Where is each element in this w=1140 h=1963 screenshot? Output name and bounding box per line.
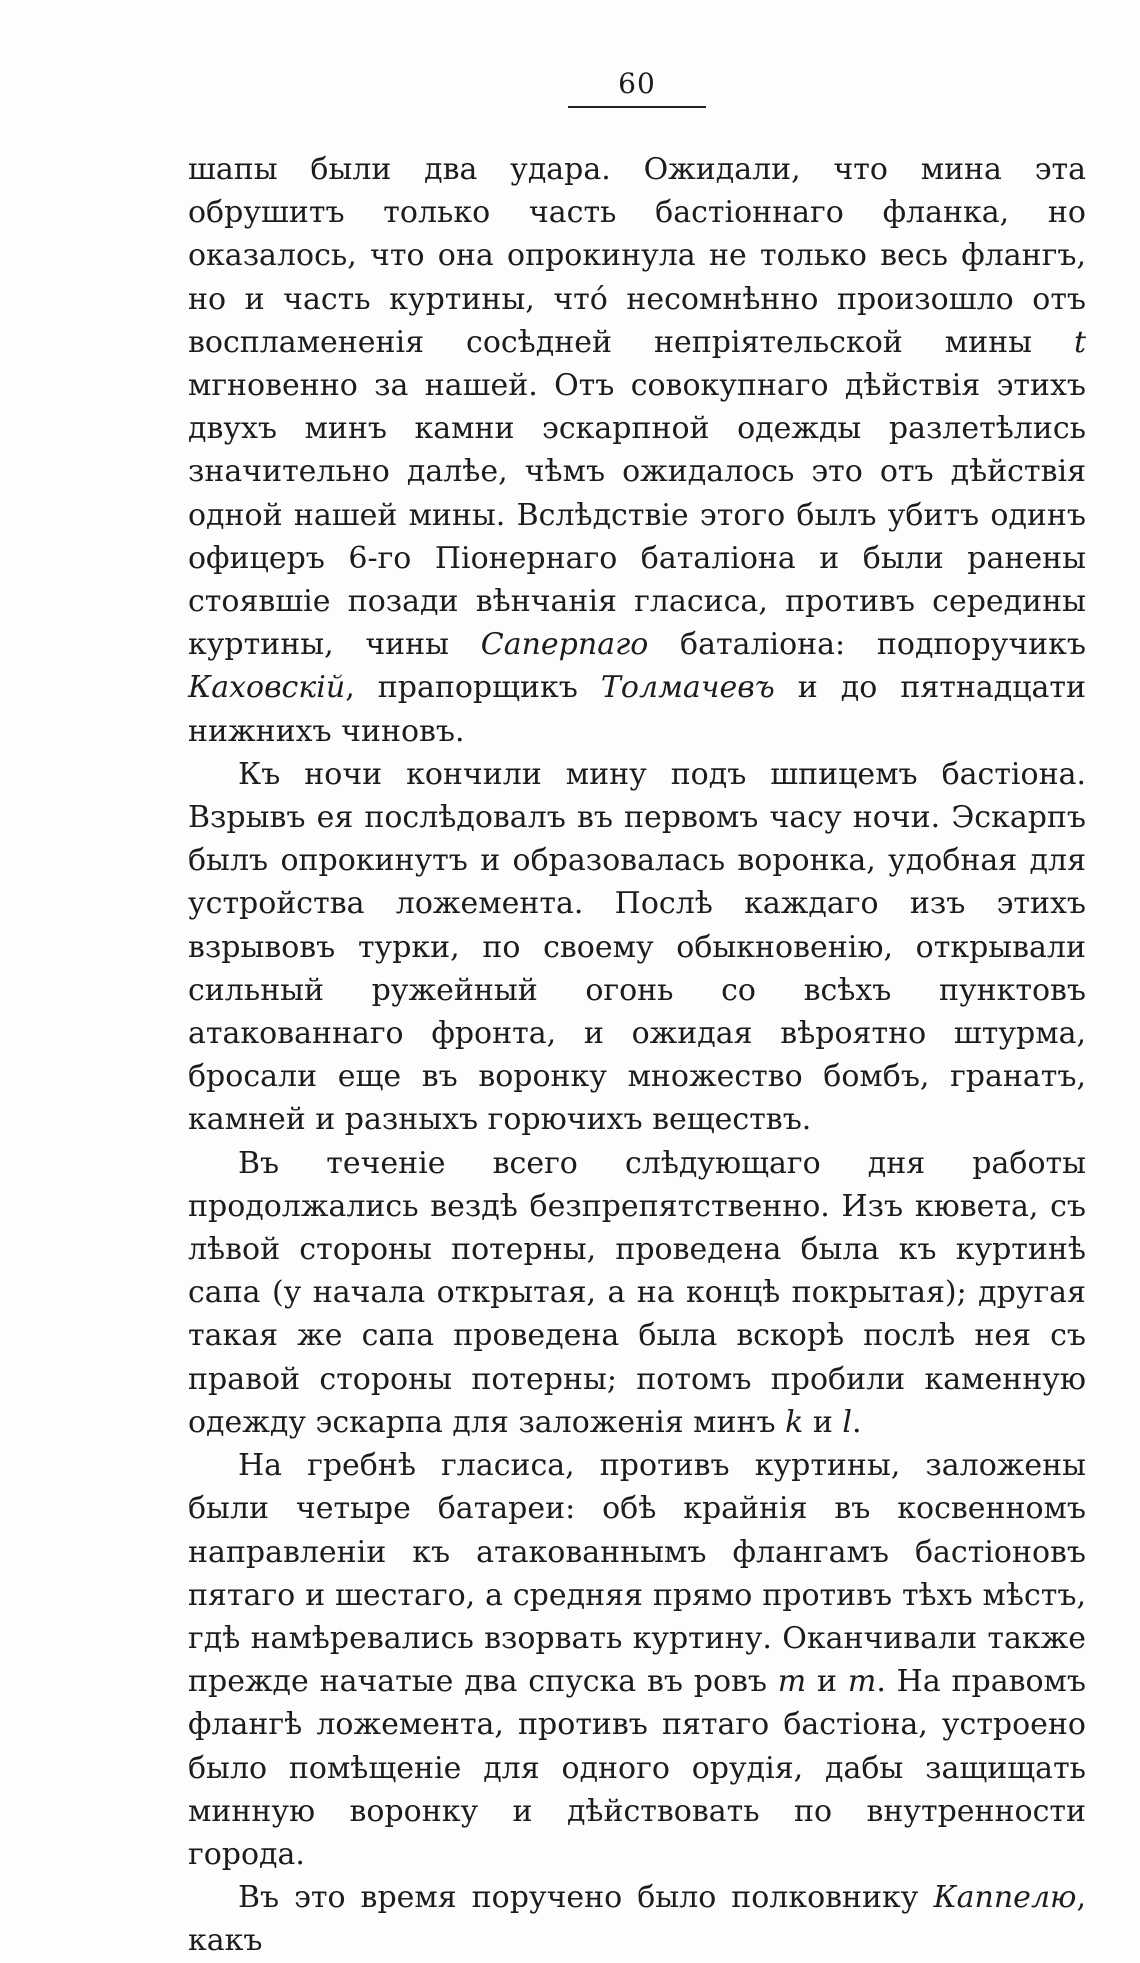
paragraph [188, 1142, 1086, 1444]
page-header [188, 67, 1086, 108]
book-page [188, 67, 1086, 1963]
italic-text: k [785, 1404, 804, 1440]
paragraph [188, 1444, 1086, 1876]
text-run: Къ ночи кончили мину подъ шпицемъ бастіона. Взрывъ ея послѣдовалъ въ первомъ часу ночи. Эскарпъ былъ опрокинутъ и образовалась воронка, удобная для устройства ложемента. Послѣ каждаго изъ этихъ взрывовъ турки, по своему обыкновенію, открывали сильный ружейный огонь со всѣхъ пунктовъ атакованнаго фронта, и ожидая вѣроятно штурма, бросали еще въ воронку множество бомбъ, гранатъ, камней и разныхъ горючихъ веществъ. [188, 756, 1086, 1138]
italic-text: m [777, 1664, 807, 1700]
text-run: , прапорщикъ [345, 670, 601, 706]
body-text [188, 148, 1086, 1963]
paragraph [188, 1876, 1086, 1962]
paragraph [188, 753, 1086, 1142]
text-run: . [852, 1404, 862, 1440]
italic-text: Саперпаго [480, 627, 649, 663]
text-run: и [803, 1404, 843, 1440]
text-run: и до пятнадцати нижнихъ чиновъ. [188, 670, 1086, 749]
page-number: 60 [568, 70, 706, 108]
italic-text: Каппелю [933, 1880, 1077, 1916]
text-run: баталіона: подпоручикъ [648, 627, 1086, 663]
text-run: Въ теченіе всего слѣдующаго дня работы продолжались вездѣ безпрепятственно. Изъ кювета, съ лѣвой стороны потерны, проведена была къ куртинѣ сапа (у начала открытая, а на концѣ покрытая); другая такая же сапа проведена была вскорѣ послѣ нея съ правой стороны потерны; потомъ пробили каменную одежду эскарпа для заложенія минъ [188, 1145, 1086, 1440]
paragraph [188, 148, 1086, 753]
italic-text: l [842, 1404, 852, 1440]
text-run: и [806, 1664, 848, 1700]
text-run: . На правомъ флангѣ ложемента, противъ пятаго бастіона, устроено было помѣщеніе для одного орудія, дабы защищать минную воронку и дѣйствовать по внутренности города. [188, 1664, 1086, 1872]
text-run: мгновенно за нашей. Отъ совокупнаго дѣйствія этихъ двухъ минъ камни эскарпной одежды разлетѣлись значительно далѣе, чѣмъ ожидалось это отъ дѣйствія одной нашей мины. Вслѣдствіе этого былъ убитъ одинъ офицеръ 6-го Піонернаго баталіона и были ранены стоявшіе позади вѣнчанія гласиса, противъ середины куртины, чины [188, 368, 1086, 663]
italic-text: Каховскій [188, 670, 346, 706]
text-run: Въ это время поручено было полковнику [238, 1880, 934, 1916]
italic-text: t [1073, 324, 1086, 360]
italic-text: Толмачевъ [600, 670, 775, 706]
text-run: На гребнѣ гласиса, противъ куртины, заложены были четыре батареи: обѣ крайнія въ косвенномъ направленіи къ атакованнымъ флангамъ бастіоновъ пятаго и шестаго, а средняя прямо противъ тѣхъ мѣстъ, гдѣ намѣревались взорвать куртину. Оканчивали также прежде начатые два спуска въ ровъ [188, 1448, 1086, 1700]
italic-text: m [847, 1664, 877, 1700]
text-run: , какъ [188, 1880, 1086, 1959]
text-run: шапы были два удара. Ожидали, что мина эта обрушитъ только часть бастіоннаго фланка, но оказалось, что она опрокинула не только весь флангъ, но и часть куртины, чтó несомнѣнно произошло отъ воспламененія сосѣдней непріятельской мины [188, 152, 1086, 360]
